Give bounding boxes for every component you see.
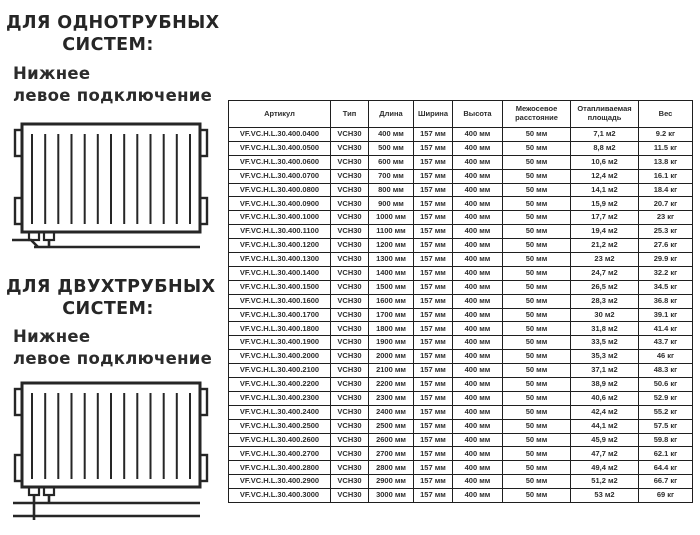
cell-r21-c2: 2500 мм xyxy=(369,419,414,433)
cell-r22-c3: 157 мм xyxy=(414,433,453,447)
cell-r4-c5: 50 мм xyxy=(503,183,571,197)
cell-r20-c5: 50 мм xyxy=(503,405,571,419)
left-panel xyxy=(0,0,225,535)
cell-r17-c7: 48.3 кг xyxy=(639,364,693,378)
cell-r2-c1: VCH30 xyxy=(331,155,369,169)
table-row xyxy=(229,239,693,253)
table-row xyxy=(229,128,693,142)
cell-r6-c2: 1000 мм xyxy=(369,211,414,225)
cell-r14-c4: 400 мм xyxy=(453,322,503,336)
cell-r12-c2: 1600 мм xyxy=(369,294,414,308)
cell-r26-c3: 157 мм xyxy=(414,489,453,503)
cell-r23-c5: 50 мм xyxy=(503,447,571,461)
cell-r17-c3: 157 мм xyxy=(414,364,453,378)
cell-r3-c4: 400 мм xyxy=(453,169,503,183)
cell-r18-c6: 38,9 м2 xyxy=(571,378,639,392)
cell-r17-c4: 400 мм xyxy=(453,364,503,378)
cell-r22-c0: VF.VC.H.L.30.400.2600 xyxy=(229,433,331,447)
cell-r26-c6: 53 м2 xyxy=(571,489,639,503)
cell-r21-c1: VCH30 xyxy=(331,419,369,433)
radiator-diagram-two-pipe-icon xyxy=(10,370,215,525)
cell-r11-c2: 1500 мм xyxy=(369,280,414,294)
cell-r18-c1: VCH30 xyxy=(331,378,369,392)
cell-r11-c0: VF.VC.H.L.30.400.1500 xyxy=(229,280,331,294)
cell-r18-c0: VF.VC.H.L.30.400.2200 xyxy=(229,378,331,392)
cell-r6-c3: 157 мм xyxy=(414,211,453,225)
cell-r4-c1: VCH30 xyxy=(331,183,369,197)
cell-r16-c1: VCH30 xyxy=(331,350,369,364)
cell-r0-c0: VF.VC.H.L.30.400.0400 xyxy=(229,128,331,142)
spec-table-head-row xyxy=(229,101,693,128)
cell-r4-c4: 400 мм xyxy=(453,183,503,197)
cell-r25-c5: 50 мм xyxy=(503,475,571,489)
cell-r6-c1: VCH30 xyxy=(331,211,369,225)
cell-r4-c7: 18.4 кг xyxy=(639,183,693,197)
cell-r8-c4: 400 мм xyxy=(453,239,503,253)
cell-r2-c7: 13.8 кг xyxy=(639,155,693,169)
cell-r4-c6: 14,1 м2 xyxy=(571,183,639,197)
cell-r15-c4: 400 мм xyxy=(453,336,503,350)
section2-connection-label xyxy=(13,326,223,370)
cell-r22-c5: 50 мм xyxy=(503,433,571,447)
table-row xyxy=(229,461,693,475)
cell-r1-c6: 8,8 м2 xyxy=(571,141,639,155)
cell-r16-c2: 2000 мм xyxy=(369,350,414,364)
table-row xyxy=(229,489,693,503)
table-row xyxy=(229,211,693,225)
two-pipe-lines xyxy=(13,495,200,520)
table-row xyxy=(229,169,693,183)
cell-r19-c6: 40,6 м2 xyxy=(571,391,639,405)
cell-r13-c0: VF.VC.H.L.30.400.1700 xyxy=(229,308,331,322)
cell-r0-c1: VCH30 xyxy=(331,128,369,142)
cell-r0-c7: 9.2 кг xyxy=(639,128,693,142)
cell-r7-c2: 1100 мм xyxy=(369,225,414,239)
cell-r25-c0: VF.VC.H.L.30.400.2900 xyxy=(229,475,331,489)
cell-r0-c4: 400 мм xyxy=(453,128,503,142)
cell-r26-c4: 400 мм xyxy=(453,489,503,503)
cell-r15-c1: VCH30 xyxy=(331,336,369,350)
cell-r20-c0: VF.VC.H.L.30.400.2400 xyxy=(229,405,331,419)
cell-r9-c1: VCH30 xyxy=(331,253,369,267)
cell-r12-c0: VF.VC.H.L.30.400.1600 xyxy=(229,294,331,308)
radiator-fins xyxy=(32,134,190,224)
cell-r18-c4: 400 мм xyxy=(453,378,503,392)
cell-r15-c0: VF.VC.H.L.30.400.1900 xyxy=(229,336,331,350)
cell-r24-c1: VCH30 xyxy=(331,461,369,475)
cell-r1-c0: VF.VC.H.L.30.400.0500 xyxy=(229,141,331,155)
cell-r22-c1: VCH30 xyxy=(331,433,369,447)
cell-r5-c1: VCH30 xyxy=(331,197,369,211)
cell-r16-c5: 50 мм xyxy=(503,350,571,364)
cell-r7-c6: 19,4 м2 xyxy=(571,225,639,239)
cell-r2-c2: 600 мм xyxy=(369,155,414,169)
radiator-body xyxy=(12,124,207,247)
cell-r13-c4: 400 мм xyxy=(453,308,503,322)
cell-r10-c1: VCH30 xyxy=(331,266,369,280)
table-row xyxy=(229,280,693,294)
cell-r16-c7: 46 кг xyxy=(639,350,693,364)
cell-r13-c1: VCH30 xyxy=(331,308,369,322)
cell-r0-c6: 7,1 м2 xyxy=(571,128,639,142)
cell-r19-c5: 50 мм xyxy=(503,391,571,405)
table-row xyxy=(229,141,693,155)
cell-r7-c7: 25.3 кг xyxy=(639,225,693,239)
section1-heading xyxy=(6,12,220,56)
cell-r6-c7: 23 кг xyxy=(639,211,693,225)
cell-r2-c0: VF.VC.H.L.30.400.0600 xyxy=(229,155,331,169)
cell-r12-c1: VCH30 xyxy=(331,294,369,308)
cell-r13-c6: 30 м2 xyxy=(571,308,639,322)
cell-r19-c4: 400 мм xyxy=(453,391,503,405)
cell-r14-c3: 157 мм xyxy=(414,322,453,336)
cell-r10-c2: 1400 мм xyxy=(369,266,414,280)
cell-r11-c1: VCH30 xyxy=(331,280,369,294)
cell-r24-c3: 157 мм xyxy=(414,461,453,475)
single-pipe-line xyxy=(12,240,200,247)
cell-r25-c4: 400 мм xyxy=(453,475,503,489)
column-header-6: Отапливаемая площадь xyxy=(571,101,639,128)
cell-r14-c1: VCH30 xyxy=(331,322,369,336)
cell-r3-c3: 157 мм xyxy=(414,169,453,183)
cell-r9-c4: 400 мм xyxy=(453,253,503,267)
cell-r20-c7: 55.2 кг xyxy=(639,405,693,419)
cell-r2-c3: 157 мм xyxy=(414,155,453,169)
cell-r10-c6: 24,7 м2 xyxy=(571,266,639,280)
cell-r4-c0: VF.VC.H.L.30.400.0800 xyxy=(229,183,331,197)
cell-r2-c4: 400 мм xyxy=(453,155,503,169)
cell-r19-c3: 157 мм xyxy=(414,391,453,405)
cell-r4-c3: 157 мм xyxy=(414,183,453,197)
cell-r26-c5: 50 мм xyxy=(503,489,571,503)
cell-r13-c5: 50 мм xyxy=(503,308,571,322)
cell-r6-c4: 400 мм xyxy=(453,211,503,225)
cell-r18-c2: 2200 мм xyxy=(369,378,414,392)
cell-r8-c5: 50 мм xyxy=(503,239,571,253)
cell-r7-c5: 50 мм xyxy=(503,225,571,239)
cell-r8-c2: 1200 мм xyxy=(369,239,414,253)
spec-table-body xyxy=(229,128,693,503)
cell-r24-c5: 50 мм xyxy=(503,461,571,475)
cell-r3-c7: 16.1 кг xyxy=(639,169,693,183)
cell-r23-c1: VCH30 xyxy=(331,447,369,461)
cell-r20-c3: 157 мм xyxy=(414,405,453,419)
cell-r14-c6: 31,8 м2 xyxy=(571,322,639,336)
cell-r24-c6: 49,4 м2 xyxy=(571,461,639,475)
table-row xyxy=(229,266,693,280)
cell-r9-c0: VF.VC.H.L.30.400.1300 xyxy=(229,253,331,267)
cell-r12-c3: 157 мм xyxy=(414,294,453,308)
cell-r4-c2: 800 мм xyxy=(369,183,414,197)
cell-r17-c2: 2100 мм xyxy=(369,364,414,378)
cell-r14-c2: 1800 мм xyxy=(369,322,414,336)
cell-r5-c6: 15,9 м2 xyxy=(571,197,639,211)
cell-r8-c0: VF.VC.H.L.30.400.1200 xyxy=(229,239,331,253)
section1-heading-line1: ДЛЯ ОДНОТРУБНЫХ xyxy=(6,13,220,33)
cell-r10-c3: 157 мм xyxy=(414,266,453,280)
cell-r7-c1: VCH30 xyxy=(331,225,369,239)
cell-r0-c2: 400 мм xyxy=(369,128,414,142)
cell-r8-c1: VCH30 xyxy=(331,239,369,253)
cell-r23-c6: 47,7 м2 xyxy=(571,447,639,461)
cell-r5-c4: 400 мм xyxy=(453,197,503,211)
table-row xyxy=(229,225,693,239)
cell-r19-c0: VF.VC.H.L.30.400.2300 xyxy=(229,391,331,405)
cell-r17-c5: 50 мм xyxy=(503,364,571,378)
table-row xyxy=(229,391,693,405)
cell-r9-c5: 50 мм xyxy=(503,253,571,267)
radiator-body xyxy=(13,383,207,520)
cell-r26-c7: 69 кг xyxy=(639,489,693,503)
cell-r10-c5: 50 мм xyxy=(503,266,571,280)
cell-r3-c6: 12,4 м2 xyxy=(571,169,639,183)
cell-r8-c3: 157 мм xyxy=(414,239,453,253)
cell-r11-c6: 26,5 м2 xyxy=(571,280,639,294)
cell-r10-c7: 32.2 кг xyxy=(639,266,693,280)
cell-r5-c2: 900 мм xyxy=(369,197,414,211)
cell-r7-c0: VF.VC.H.L.30.400.1100 xyxy=(229,225,331,239)
section2-connection-line1: Нижнее xyxy=(13,327,91,346)
cell-r11-c4: 400 мм xyxy=(453,280,503,294)
cell-r15-c3: 157 мм xyxy=(414,336,453,350)
section1-connection-label xyxy=(13,63,223,107)
cell-r17-c1: VCH30 xyxy=(331,364,369,378)
cell-r16-c3: 157 мм xyxy=(414,350,453,364)
cell-r6-c0: VF.VC.H.L.30.400.1000 xyxy=(229,211,331,225)
cell-r3-c1: VCH30 xyxy=(331,169,369,183)
cell-r23-c7: 62.1 кг xyxy=(639,447,693,461)
column-header-0: Артикул xyxy=(229,101,331,128)
radiator-diagram-single-pipe-icon xyxy=(10,112,215,254)
table-row xyxy=(229,322,693,336)
cell-r5-c0: VF.VC.H.L.30.400.0900 xyxy=(229,197,331,211)
column-header-5: Межосевое расстояние xyxy=(503,101,571,128)
cell-r23-c4: 400 мм xyxy=(453,447,503,461)
cell-r5-c7: 20.7 кг xyxy=(639,197,693,211)
cell-r22-c4: 400 мм xyxy=(453,433,503,447)
cell-r2-c5: 50 мм xyxy=(503,155,571,169)
cell-r19-c7: 52.9 кг xyxy=(639,391,693,405)
spec-table xyxy=(228,100,693,503)
cell-r1-c5: 50 мм xyxy=(503,141,571,155)
column-header-1: Тип xyxy=(331,101,369,128)
table-row xyxy=(229,433,693,447)
cell-r7-c3: 157 мм xyxy=(414,225,453,239)
cell-r8-c6: 21,2 м2 xyxy=(571,239,639,253)
column-header-3: Ширина xyxy=(414,101,453,128)
cell-r24-c7: 64.4 кг xyxy=(639,461,693,475)
cell-r21-c5: 50 мм xyxy=(503,419,571,433)
column-header-7: Вес xyxy=(639,101,693,128)
cell-r18-c5: 50 мм xyxy=(503,378,571,392)
cell-r9-c6: 23 м2 xyxy=(571,253,639,267)
cell-r26-c0: VF.VC.H.L.30.400.3000 xyxy=(229,489,331,503)
table-row xyxy=(229,419,693,433)
table-row xyxy=(229,447,693,461)
section1-connection-line2: левое подключение xyxy=(13,86,213,105)
cell-r22-c6: 45,9 м2 xyxy=(571,433,639,447)
cell-r7-c4: 400 мм xyxy=(453,225,503,239)
cell-r11-c5: 50 мм xyxy=(503,280,571,294)
cell-r20-c4: 400 мм xyxy=(453,405,503,419)
cell-r23-c0: VF.VC.H.L.30.400.2700 xyxy=(229,447,331,461)
cell-r25-c7: 66.7 кг xyxy=(639,475,693,489)
cell-r1-c3: 157 мм xyxy=(414,141,453,155)
cell-r9-c7: 29.9 кг xyxy=(639,253,693,267)
cell-r22-c7: 59.8 кг xyxy=(639,433,693,447)
table-row xyxy=(229,364,693,378)
cell-r5-c5: 50 мм xyxy=(503,197,571,211)
cell-r1-c7: 11.5 кг xyxy=(639,141,693,155)
cell-r5-c3: 157 мм xyxy=(414,197,453,211)
section2-heading-line2: СИСТЕМ: xyxy=(62,299,154,319)
cell-r16-c0: VF.VC.H.L.30.400.2000 xyxy=(229,350,331,364)
cell-r10-c0: VF.VC.H.L.30.400.1400 xyxy=(229,266,331,280)
table-row xyxy=(229,308,693,322)
cell-r16-c6: 35,3 м2 xyxy=(571,350,639,364)
cell-r24-c4: 400 мм xyxy=(453,461,503,475)
cell-r12-c4: 400 мм xyxy=(453,294,503,308)
cell-r20-c1: VCH30 xyxy=(331,405,369,419)
cell-r15-c2: 1900 мм xyxy=(369,336,414,350)
column-header-2: Длина xyxy=(369,101,414,128)
cell-r14-c5: 50 мм xyxy=(503,322,571,336)
cell-r17-c0: VF.VC.H.L.30.400.2100 xyxy=(229,364,331,378)
cell-r14-c7: 41.4 кг xyxy=(639,322,693,336)
cell-r25-c1: VCH30 xyxy=(331,475,369,489)
cell-r11-c3: 157 мм xyxy=(414,280,453,294)
section2-connection-line2: левое подключение xyxy=(13,349,213,368)
cell-r13-c2: 1700 мм xyxy=(369,308,414,322)
cell-r6-c6: 17,7 м2 xyxy=(571,211,639,225)
cell-r19-c1: VCH30 xyxy=(331,391,369,405)
cell-r16-c4: 400 мм xyxy=(453,350,503,364)
cell-r6-c5: 50 мм xyxy=(503,211,571,225)
cell-r8-c7: 27.6 кг xyxy=(639,239,693,253)
table-row xyxy=(229,197,693,211)
cell-r20-c2: 2400 мм xyxy=(369,405,414,419)
table-row xyxy=(229,253,693,267)
cell-r26-c2: 3000 мм xyxy=(369,489,414,503)
table-row xyxy=(229,475,693,489)
table-row xyxy=(229,405,693,419)
cell-r21-c3: 157 мм xyxy=(414,419,453,433)
cell-r1-c4: 400 мм xyxy=(453,141,503,155)
cell-r17-c6: 37,1 м2 xyxy=(571,364,639,378)
cell-r21-c4: 400 мм xyxy=(453,419,503,433)
cell-r21-c7: 57.5 кг xyxy=(639,419,693,433)
cell-r15-c6: 33,5 м2 xyxy=(571,336,639,350)
cell-r15-c5: 50 мм xyxy=(503,336,571,350)
cell-r21-c6: 44,1 м2 xyxy=(571,419,639,433)
section2-heading xyxy=(6,276,216,320)
cell-r25-c6: 51,2 м2 xyxy=(571,475,639,489)
cell-r2-c6: 10,6 м2 xyxy=(571,155,639,169)
cell-r9-c2: 1300 мм xyxy=(369,253,414,267)
section2-heading-line1: ДЛЯ ДВУХТРУБНЫХ xyxy=(6,277,216,297)
cell-r26-c1: VCH30 xyxy=(331,489,369,503)
cell-r18-c7: 50.6 кг xyxy=(639,378,693,392)
cell-r13-c7: 39.1 кг xyxy=(639,308,693,322)
cell-r12-c5: 50 мм xyxy=(503,294,571,308)
column-header-4: Высота xyxy=(453,101,503,128)
cell-r3-c5: 50 мм xyxy=(503,169,571,183)
cell-r24-c0: VF.VC.H.L.30.400.2800 xyxy=(229,461,331,475)
cell-r15-c7: 43.7 кг xyxy=(639,336,693,350)
cell-r3-c0: VF.VC.H.L.30.400.0700 xyxy=(229,169,331,183)
cell-r1-c2: 500 мм xyxy=(369,141,414,155)
table-row xyxy=(229,350,693,364)
table-row xyxy=(229,294,693,308)
cell-r11-c7: 34.5 кг xyxy=(639,280,693,294)
cell-r0-c3: 157 мм xyxy=(414,128,453,142)
table-row xyxy=(229,378,693,392)
cell-r20-c6: 42,4 м2 xyxy=(571,405,639,419)
cell-r13-c3: 157 мм xyxy=(414,308,453,322)
cell-r22-c2: 2600 мм xyxy=(369,433,414,447)
radiator-fins xyxy=(32,393,190,479)
cell-r25-c2: 2900 мм xyxy=(369,475,414,489)
cell-r0-c5: 50 мм xyxy=(503,128,571,142)
cell-r14-c0: VF.VC.H.L.30.400.1800 xyxy=(229,322,331,336)
cell-r18-c3: 157 мм xyxy=(414,378,453,392)
section1-heading-line2: СИСТЕМ: xyxy=(62,35,154,55)
table-row xyxy=(229,336,693,350)
cell-r9-c3: 157 мм xyxy=(414,253,453,267)
table-row xyxy=(229,155,693,169)
cell-r24-c2: 2800 мм xyxy=(369,461,414,475)
cell-r23-c3: 157 мм xyxy=(414,447,453,461)
cell-r12-c6: 28,3 м2 xyxy=(571,294,639,308)
table-row xyxy=(229,183,693,197)
cell-r23-c2: 2700 мм xyxy=(369,447,414,461)
cell-r12-c7: 36.8 кг xyxy=(639,294,693,308)
cell-r1-c1: VCH30 xyxy=(331,141,369,155)
cell-r10-c4: 400 мм xyxy=(453,266,503,280)
cell-r3-c2: 700 мм xyxy=(369,169,414,183)
cell-r19-c2: 2300 мм xyxy=(369,391,414,405)
section1-connection-line1: Нижнее xyxy=(13,64,91,83)
cell-r21-c0: VF.VC.H.L.30.400.2500 xyxy=(229,419,331,433)
cell-r25-c3: 157 мм xyxy=(414,475,453,489)
